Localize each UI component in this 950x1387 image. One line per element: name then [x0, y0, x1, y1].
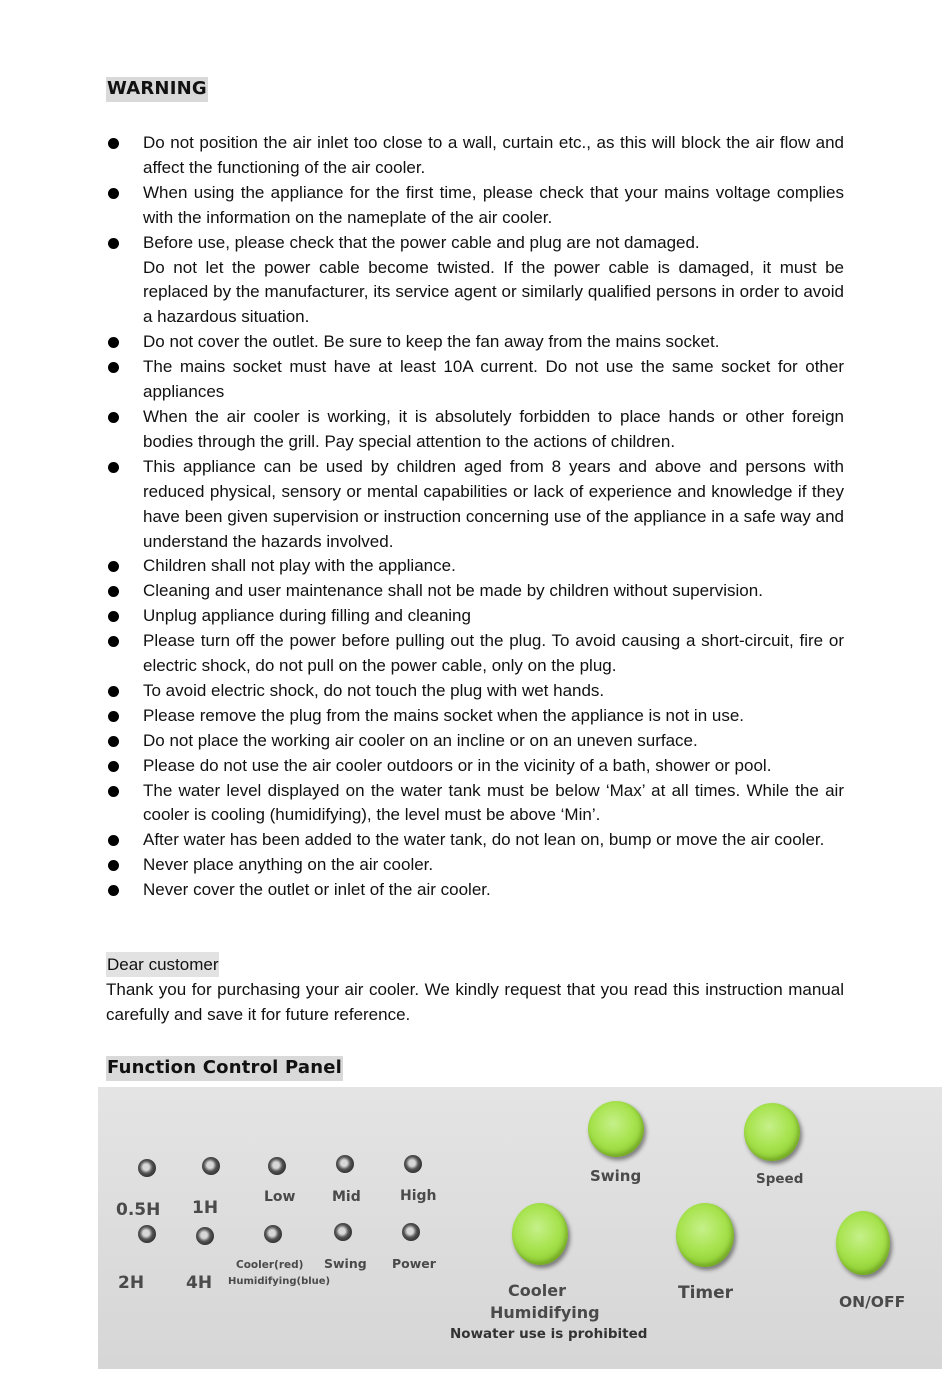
dear-customer-heading: Dear customer — [106, 952, 219, 977]
led-swing — [334, 1223, 352, 1241]
led-4h — [196, 1227, 214, 1245]
label-high: High — [400, 1188, 437, 1204]
function-control-panel-heading: Function Control Panel — [106, 1056, 343, 1081]
led-high — [404, 1155, 422, 1173]
warning-item — [106, 754, 844, 779]
warning-text: Children shall not play with the appliance. — [143, 556, 456, 576]
warning-heading: WARNING — [106, 77, 208, 102]
warning-text: The mains socket must have at least 10A current. Do not use the same socket for other appliances — [143, 357, 844, 402]
warning-text: Please remove the plug from the mains socket when the appliance is not in use. — [143, 705, 745, 725]
warning-item — [106, 455, 844, 555]
warning-item — [106, 779, 844, 829]
warning-text: Never place anything on the air cooler. — [143, 855, 434, 875]
label-power-indicator: Power — [392, 1256, 436, 1271]
warning-text: Do not place the working air cooler on an incline or on an uneven surface. — [143, 730, 698, 750]
warning-item — [106, 704, 844, 729]
warning-item — [106, 828, 844, 853]
warning-text: Never cover the outlet or inlet of the air cooler. — [143, 880, 491, 900]
warning-text: The water level displayed on the water tank must be below ‘Max’ at all times. While the air cooler is cooling (humidifying), the level must be above ‘Min’. — [143, 780, 844, 825]
label-4h: 4H — [186, 1273, 213, 1293]
label-low: Low — [264, 1189, 296, 1205]
warning-text: Do not cover the outlet. Be sure to keep the fan away from the mains socket. — [143, 332, 720, 352]
label-swing-indicator: Swing — [324, 1256, 367, 1271]
warning-item — [106, 330, 844, 355]
intro-paragraph: Thank you for purchasing your air cooler. We kindly request that you read this instruction manual carefully and save it for future reference. — [106, 980, 844, 1024]
led-power — [402, 1223, 420, 1241]
control-panel-photo — [98, 1087, 942, 1369]
warning-text: This appliance can be used by children aged from 8 years and above and persons with reduced physical, sensory or mental capabilities or lack of experience and knowledge if they have been given supervision or instruction concerning use of the appliance in a safe way and understand the hazards involved. — [143, 456, 844, 551]
label-0-5h: 0.5H — [116, 1200, 161, 1220]
onoff-button-label: ON/OFF — [839, 1293, 906, 1311]
timer-button-label: Timer — [678, 1283, 734, 1303]
warning-list — [106, 131, 844, 903]
warning-text: After water has been added to the water tank, do not lean on, bump or move the air cooler. — [143, 830, 825, 850]
no-water-warning: Nowater use is prohibited — [450, 1326, 648, 1342]
timer-button[interactable] — [676, 1203, 734, 1267]
warning-text: Before use, please check that the power cable and plug are not damaged. — [143, 232, 700, 252]
swing-button-label: Swing — [590, 1167, 642, 1185]
label-1h: 1H — [192, 1198, 219, 1218]
warning-text: When the air cooler is working, it is absolutely forbidden to place hands or other foreign bodies through the grill. Pay special attention to the actions of children. — [143, 406, 844, 451]
label-2h: 2H — [118, 1273, 145, 1293]
speed-button-label: Speed — [756, 1171, 804, 1187]
warning-item — [106, 405, 844, 455]
cooler-humidifying-button[interactable] — [512, 1203, 568, 1265]
led-mid — [336, 1155, 354, 1173]
warning-item — [106, 579, 844, 604]
warning-text: Cleaning and user maintenance shall not be made by children without supervision. — [143, 581, 763, 601]
label-mid: Mid — [332, 1189, 361, 1205]
warning-item — [106, 878, 844, 903]
led-cooler-humidifying — [264, 1225, 282, 1243]
warning-item — [106, 231, 844, 331]
led-low — [268, 1157, 286, 1175]
led-1h — [202, 1157, 220, 1175]
humidifying-button-label: Humidifying — [490, 1303, 600, 1322]
cooler-button-label: Cooler — [508, 1281, 566, 1300]
led-2h — [138, 1225, 156, 1243]
speed-button[interactable] — [744, 1103, 800, 1161]
warning-text: Please do not use the air cooler outdoors or in the vicinity of a bath, shower or pool. — [143, 755, 772, 775]
warning-item — [106, 554, 844, 579]
warning-item — [106, 729, 844, 754]
warning-text: To avoid electric shock, do not touch the plug with wet hands. — [143, 680, 605, 700]
warning-text: Please turn off the power before pulling out the plug. To avoid causing a short-circuit, fire or electric shock, do not pull on the power cable, only on the plug. — [143, 631, 844, 676]
warning-item — [106, 131, 844, 181]
warning-text: Do not position the air inlet too close to a wall, curtain etc., as this will block the air flow and affect the functioning of the air cooler. — [143, 133, 844, 177]
label-cooler-red: Cooler(red) — [236, 1259, 304, 1271]
warning-item — [106, 355, 844, 405]
warning-item — [106, 181, 844, 231]
warning-item — [106, 853, 844, 878]
label-humidifying-blue: Humidifying(blue) — [228, 1276, 331, 1287]
warning-text: Do not let the power cable become twisted. If the power cable is damaged, it must be replaced by the manufacturer, its service agent or similarly qualified persons in order to avoid a hazardous situation. — [143, 257, 844, 327]
onoff-button[interactable] — [836, 1211, 890, 1275]
warning-item — [106, 679, 844, 704]
swing-button[interactable] — [588, 1101, 644, 1157]
led-0-5h — [138, 1159, 156, 1177]
warning-item — [106, 629, 844, 679]
warning-text: Unplug appliance during filling and cleaning — [143, 606, 471, 626]
warning-text: When using the appliance for the first time, please check that your mains voltage complies with the information on the nameplate of the air cooler. — [143, 182, 844, 227]
warning-item — [106, 604, 844, 629]
